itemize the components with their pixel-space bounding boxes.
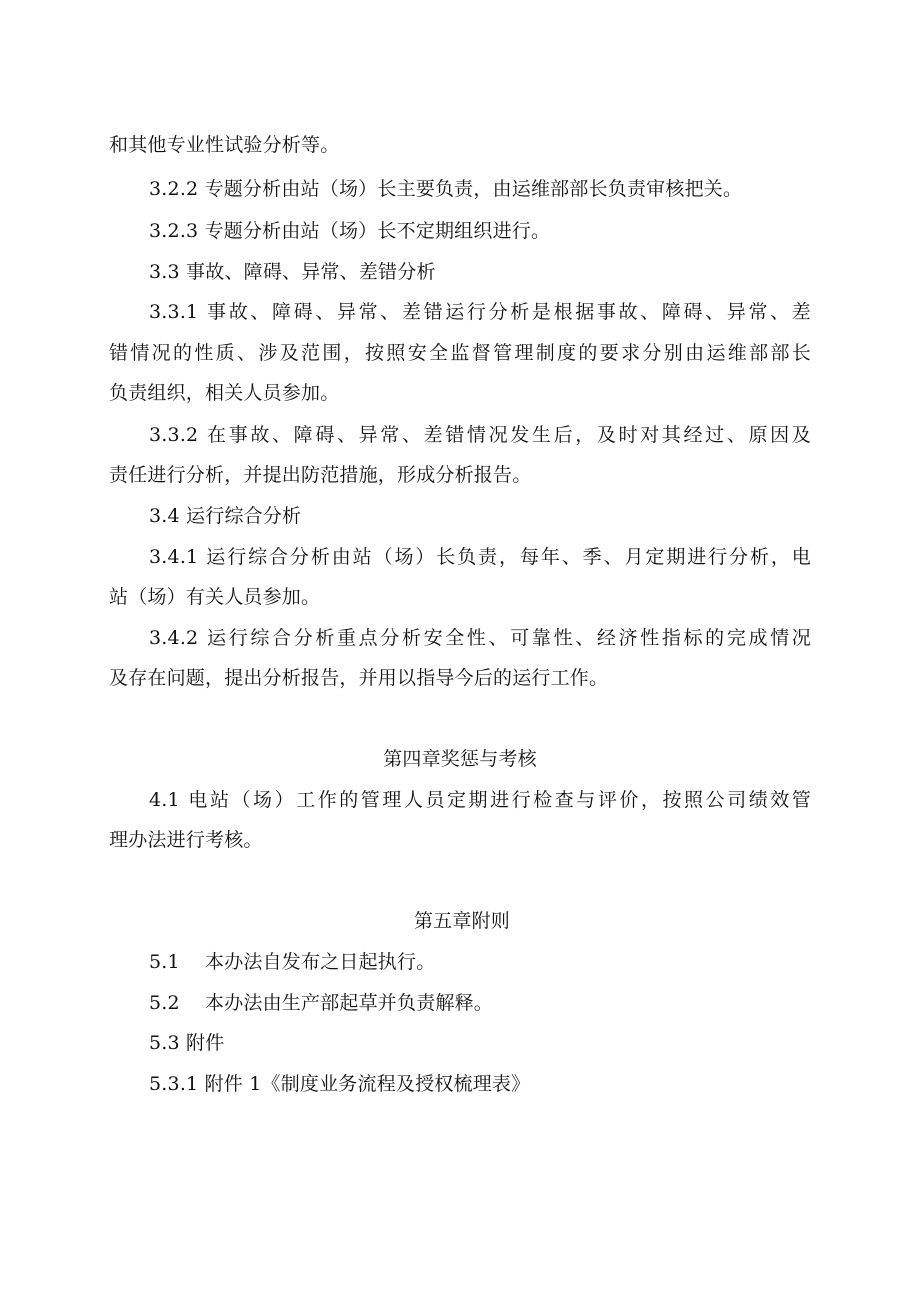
clause-3-2-3: 3.2.3 专题分析由站（场）长不定期组织进行。 [149, 220, 551, 242]
clause-number: 5.1 [149, 951, 180, 973]
clause-3-3-2-line-2: 责任进行分析，并提出防范措施，形成分析报告。 [109, 464, 532, 486]
chapter-five-title: 第五章附则 [413, 910, 510, 932]
clause-3-3-1-line-2: 错情况的性质、涉及范围，按照安全监督管理制度的要求分别由运维部部长 [109, 342, 811, 364]
clause-3-4-1-line-2: 站（场）有关人员参加。 [109, 586, 321, 608]
clause-4-1-line-2: 理办法进行考核。 [109, 829, 263, 851]
clause-3-3-1-line-1: 3.3.1 事故、障碍、异常、差错运行分析是根据事故、障碍、异常、差 [149, 301, 811, 323]
clause-5-2 [149, 991, 493, 1015]
section-3-3-heading: 3.3 事故、障碍、异常、差错分析 [149, 261, 436, 283]
clause-text: 本办法由生产部起草并负责解释。 [205, 992, 494, 1014]
clause-3-4-1-line-1: 3.4.1 运行综合分析由站（场）长负责，每年、季、月定期进行分析，电 [149, 546, 811, 568]
clause-3-4-2-line-1: 3.4.2 运行综合分析重点分析安全性、可靠性、经济性指标的完成情况 [149, 627, 811, 649]
chapter-four-title: 第四章奖惩与考核 [383, 748, 537, 770]
clause-3-4-2-line-2: 及存在问题，提出分析报告，并用以指导今后的运行工作。 [109, 667, 609, 689]
section-3-4-heading: 3.4 运行综合分析 [149, 505, 302, 527]
clause-3-2-2: 3.2.2 专题分析由站（场）长主要负责，由运维部部长负责审核把关。 [149, 178, 743, 200]
clause-5-1 [149, 950, 435, 974]
clause-3-3-2-line-1: 3.3.2 在事故、障碍、异常、差错情况发生后，及时对其经过、原因及 [149, 424, 811, 446]
clause-5-3-1: 5.3.1 附件 1《制度业务流程及授权梳理表》 [149, 1073, 531, 1095]
paragraph-continuation: 和其他专业性试验分析等。 [109, 134, 340, 156]
clause-3-3-1-line-3: 负责组织，相关人员参加。 [109, 382, 340, 404]
section-5-3-heading: 5.3 附件 [149, 1032, 225, 1054]
clause-number: 5.2 [149, 992, 180, 1014]
clause-4-1-line-1: 4.1 电站（场）工作的管理人员定期进行检查与评价，按照公司绩效管 [149, 789, 811, 811]
clause-text: 本办法自发布之日起执行。 [205, 951, 436, 973]
